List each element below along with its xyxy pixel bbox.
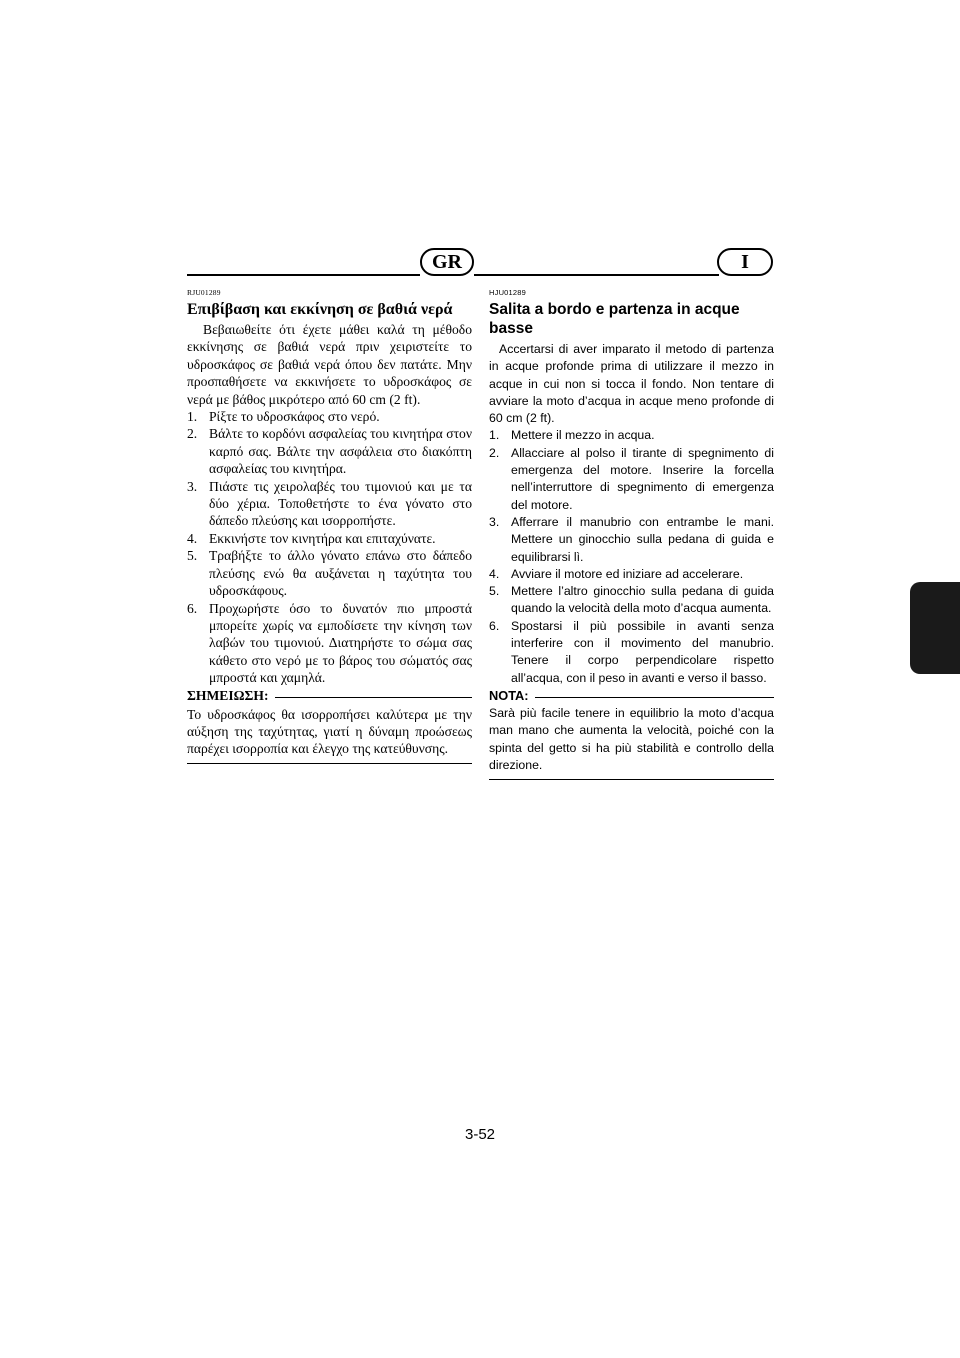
note-text: Το υδροσκάφος θα ισορροπήσει καλύτερα με την αύξηση της ταχύτητας, γιατί η δύναμη προώσεως παρέχει ισορροπία και έλεγχο της κατεύθυνσης.	[187, 706, 472, 757]
section-title: Salita a bordo e partenza in acque basse	[489, 301, 740, 337]
note-label: ΣΗΜΕΙΩΣΗ:	[187, 687, 269, 703]
note-label: NOTA:	[489, 687, 529, 703]
intro-paragraph: Accertarsi di aver imparato il metodo di partenza in acque profonde prima di utilizzare il mezzo in acque in cui non si tocca il fondo. Non tentare di avviare la moto d’acqua in acque meno profonde di 60 cm (2 ft).	[489, 342, 774, 426]
list-item: 4. Εκκινήστε τον κινητήρα και επιταχύνατε.	[187, 530, 436, 546]
note-rule	[275, 697, 472, 698]
list-item: 5. Τραβήξτε το άλλο γόνατο επάνω στο δάπεδο πλεύσης ενώ θα αυξάνεται η ταχύτητα του υδροσκάφους.	[187, 548, 472, 599]
section-code: RJU01289	[187, 288, 221, 297]
note-text: Sarà più facile tenere in equilibrio la moto d’acqua man mano che aumenta la velocità, poiché con la spinta del getto si ha più stabilità e controllo della direzione.	[489, 705, 774, 772]
note-end-rule	[187, 763, 472, 764]
header-rule	[487, 274, 719, 276]
list-item: 5. Mettere l’altro ginocchio sulla pedana di guida quando la velocità della moto d’acqua aumenta.	[489, 584, 774, 616]
list-item: 2. Βάλτε το κορδόνι ασφαλείας του κινητήρα στον καρπό σας. Βάλτε την ασφάλεια στο διακόπτη ασφαλείας του κινητήρα.	[187, 426, 472, 477]
list-item: 6. Προχωρήστε όσο το δυνατόν πιο μπροστά μπορείτε χωρίς να εμποδίσετε την κίνηση των λαβών του τιμονιού. Διατηρήστε το σώμα σας κάθετο στο νερό με το βάρος του σώματός σας μπροστά και χαμηλά.	[187, 600, 472, 686]
header-rule	[474, 274, 487, 276]
list-item: 3. Afferrare il manubrio con entrambe le mani. Mettere un ginocchio sulla pedana di guida e equilibrarsi lì.	[489, 514, 774, 564]
language-badge-greek: GR	[420, 248, 474, 276]
list-item: 2. Allacciare al polso il tirante di spegnimento di emergenza del motore. Inserire la forcella nell’interruttore di spegnimento di emergenza del motore.	[489, 445, 774, 512]
note-end-rule	[489, 779, 774, 780]
section-thumb-tab	[910, 582, 960, 674]
note-header	[187, 688, 472, 704]
page-number: 3-52	[464, 1126, 496, 1143]
steps-list	[187, 408, 472, 687]
language-badge-italian: I	[717, 248, 773, 276]
section-code: HJU01289	[489, 288, 527, 297]
list-item: 3. Πιάστε τις χειρολαβές του τιμονιού και με τα δύο χέρια. Τοποθετήστε το ένα γόνατο στο δάπεδο πλεύσης και ισορροπήστε.	[187, 478, 472, 529]
list-item: 4. Avviare il motore ed iniziare ad accelerare.	[489, 566, 744, 581]
italian-column	[489, 288, 774, 780]
header-rule	[187, 274, 420, 276]
list-item: 6. Spostarsi il più possibile in avanti senza interferire con il movimento del manubrio. Tenere il corpo perpendicolare rispetto all’acqua, con il peso in avanti e verso il basso.	[489, 618, 774, 685]
note-header	[489, 688, 774, 703]
section-title: Επιβίβαση και εκκίνηση σε βαθιά νερά	[187, 301, 453, 318]
intro-paragraph: Βεβαιωθείτε ότι έχετε μάθει καλά τη μέθοδο εκκίνησης σε βαθιά νερά πριν χειριστείτε το υδροσκάφος σε βαθιά νερά όπου δεν πατάτε. Μην προσπαθήσετε να εκκινήσετε το υδροσκάφος σε νερά με βάθος μικρότερο από 60 cm (2 ft).	[187, 322, 472, 407]
list-item: 1. Ρίξτε το υδροσκάφος στο νερό.	[187, 409, 380, 425]
steps-list	[489, 427, 774, 686]
note-rule	[535, 697, 774, 698]
greek-column	[187, 288, 472, 764]
list-item: 1. Mettere il mezzo in acqua.	[489, 428, 655, 443]
